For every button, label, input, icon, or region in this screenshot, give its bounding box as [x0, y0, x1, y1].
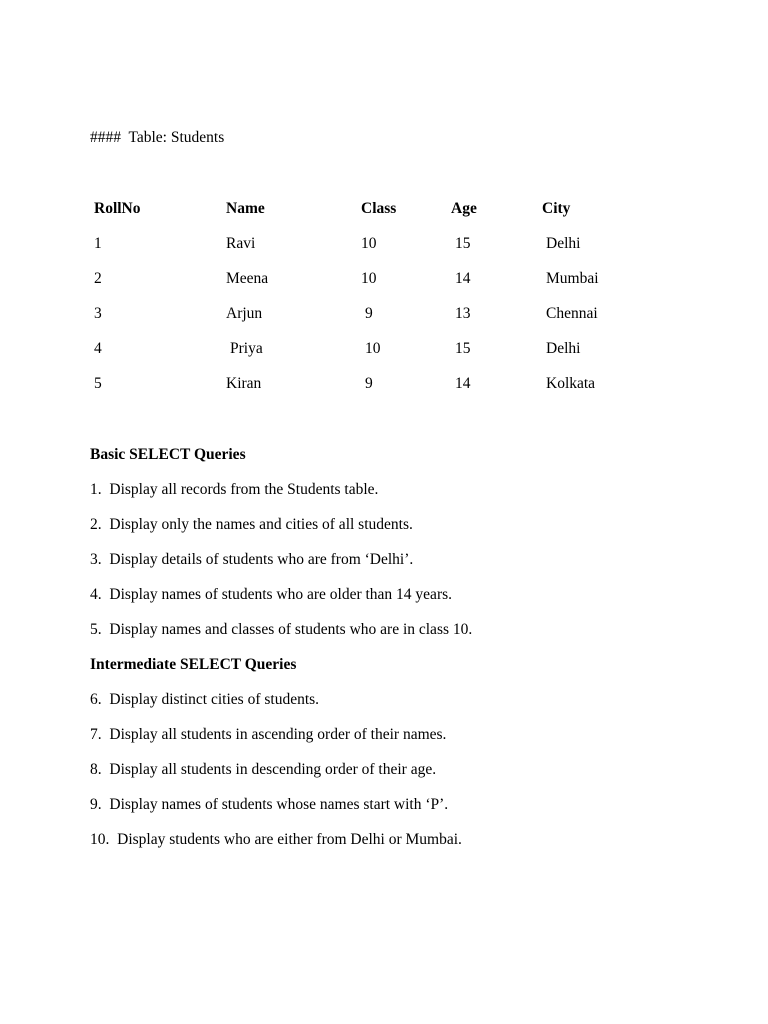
column-header-class: Class: [361, 200, 397, 217]
section-heading: Basic SELECT Queries: [90, 446, 246, 463]
cell-rollno: 4: [94, 340, 102, 357]
cell-age: 14: [455, 375, 471, 392]
cell-city: Delhi: [546, 235, 581, 252]
cell-name: Priya: [230, 340, 263, 357]
list-item: 3. Display details of students who are from ‘Delhi’.: [90, 551, 414, 568]
cell-class: 10: [361, 270, 377, 287]
list-item: 7. Display all students in ascending order of their names.: [90, 726, 447, 743]
list-item: 9. Display names of students whose names start with ‘P’.: [90, 796, 449, 813]
list-item: 10. Display students who are either from Delhi or Mumbai.: [90, 831, 462, 848]
cell-class: 9: [365, 305, 373, 322]
column-header-name: Name: [226, 200, 265, 217]
table-title: #### Table: Students: [90, 129, 225, 146]
cell-rollno: 2: [94, 270, 102, 287]
cell-city: Mumbai: [546, 270, 599, 287]
cell-name: Ravi: [226, 235, 256, 252]
cell-rollno: 1: [94, 235, 102, 252]
cell-age: 13: [455, 305, 471, 322]
section-heading: Intermediate SELECT Queries: [90, 656, 297, 673]
list-item: 5. Display names and classes of students who are in class 10.: [90, 621, 473, 638]
column-header-age: Age: [451, 200, 477, 217]
cell-name: Meena: [226, 270, 269, 287]
cell-class: 10: [365, 340, 381, 357]
cell-city: Chennai: [546, 305, 598, 322]
cell-name: Arjun: [226, 305, 263, 322]
cell-class: 9: [365, 375, 373, 392]
column-header-city: City: [542, 200, 571, 217]
cell-city: Delhi: [546, 340, 581, 357]
list-item: 4. Display names of students who are older than 14 years.: [90, 586, 453, 603]
cell-age: 15: [455, 235, 471, 252]
column-header-rollno: RollNo: [94, 200, 141, 217]
cell-age: 15: [455, 340, 471, 357]
list-item: 2. Display only the names and cities of all students.: [90, 516, 413, 533]
cell-rollno: 5: [94, 375, 102, 392]
cell-age: 14: [455, 270, 471, 287]
list-item: 1. Display all records from the Students table.: [90, 481, 379, 498]
cell-name: Kiran: [226, 375, 262, 392]
list-item: 8. Display all students in descending order of their age.: [90, 761, 437, 778]
cell-class: 10: [361, 235, 377, 252]
cell-city: Kolkata: [546, 375, 596, 392]
list-item: 6. Display distinct cities of students.: [90, 691, 320, 708]
cell-rollno: 3: [94, 305, 102, 322]
